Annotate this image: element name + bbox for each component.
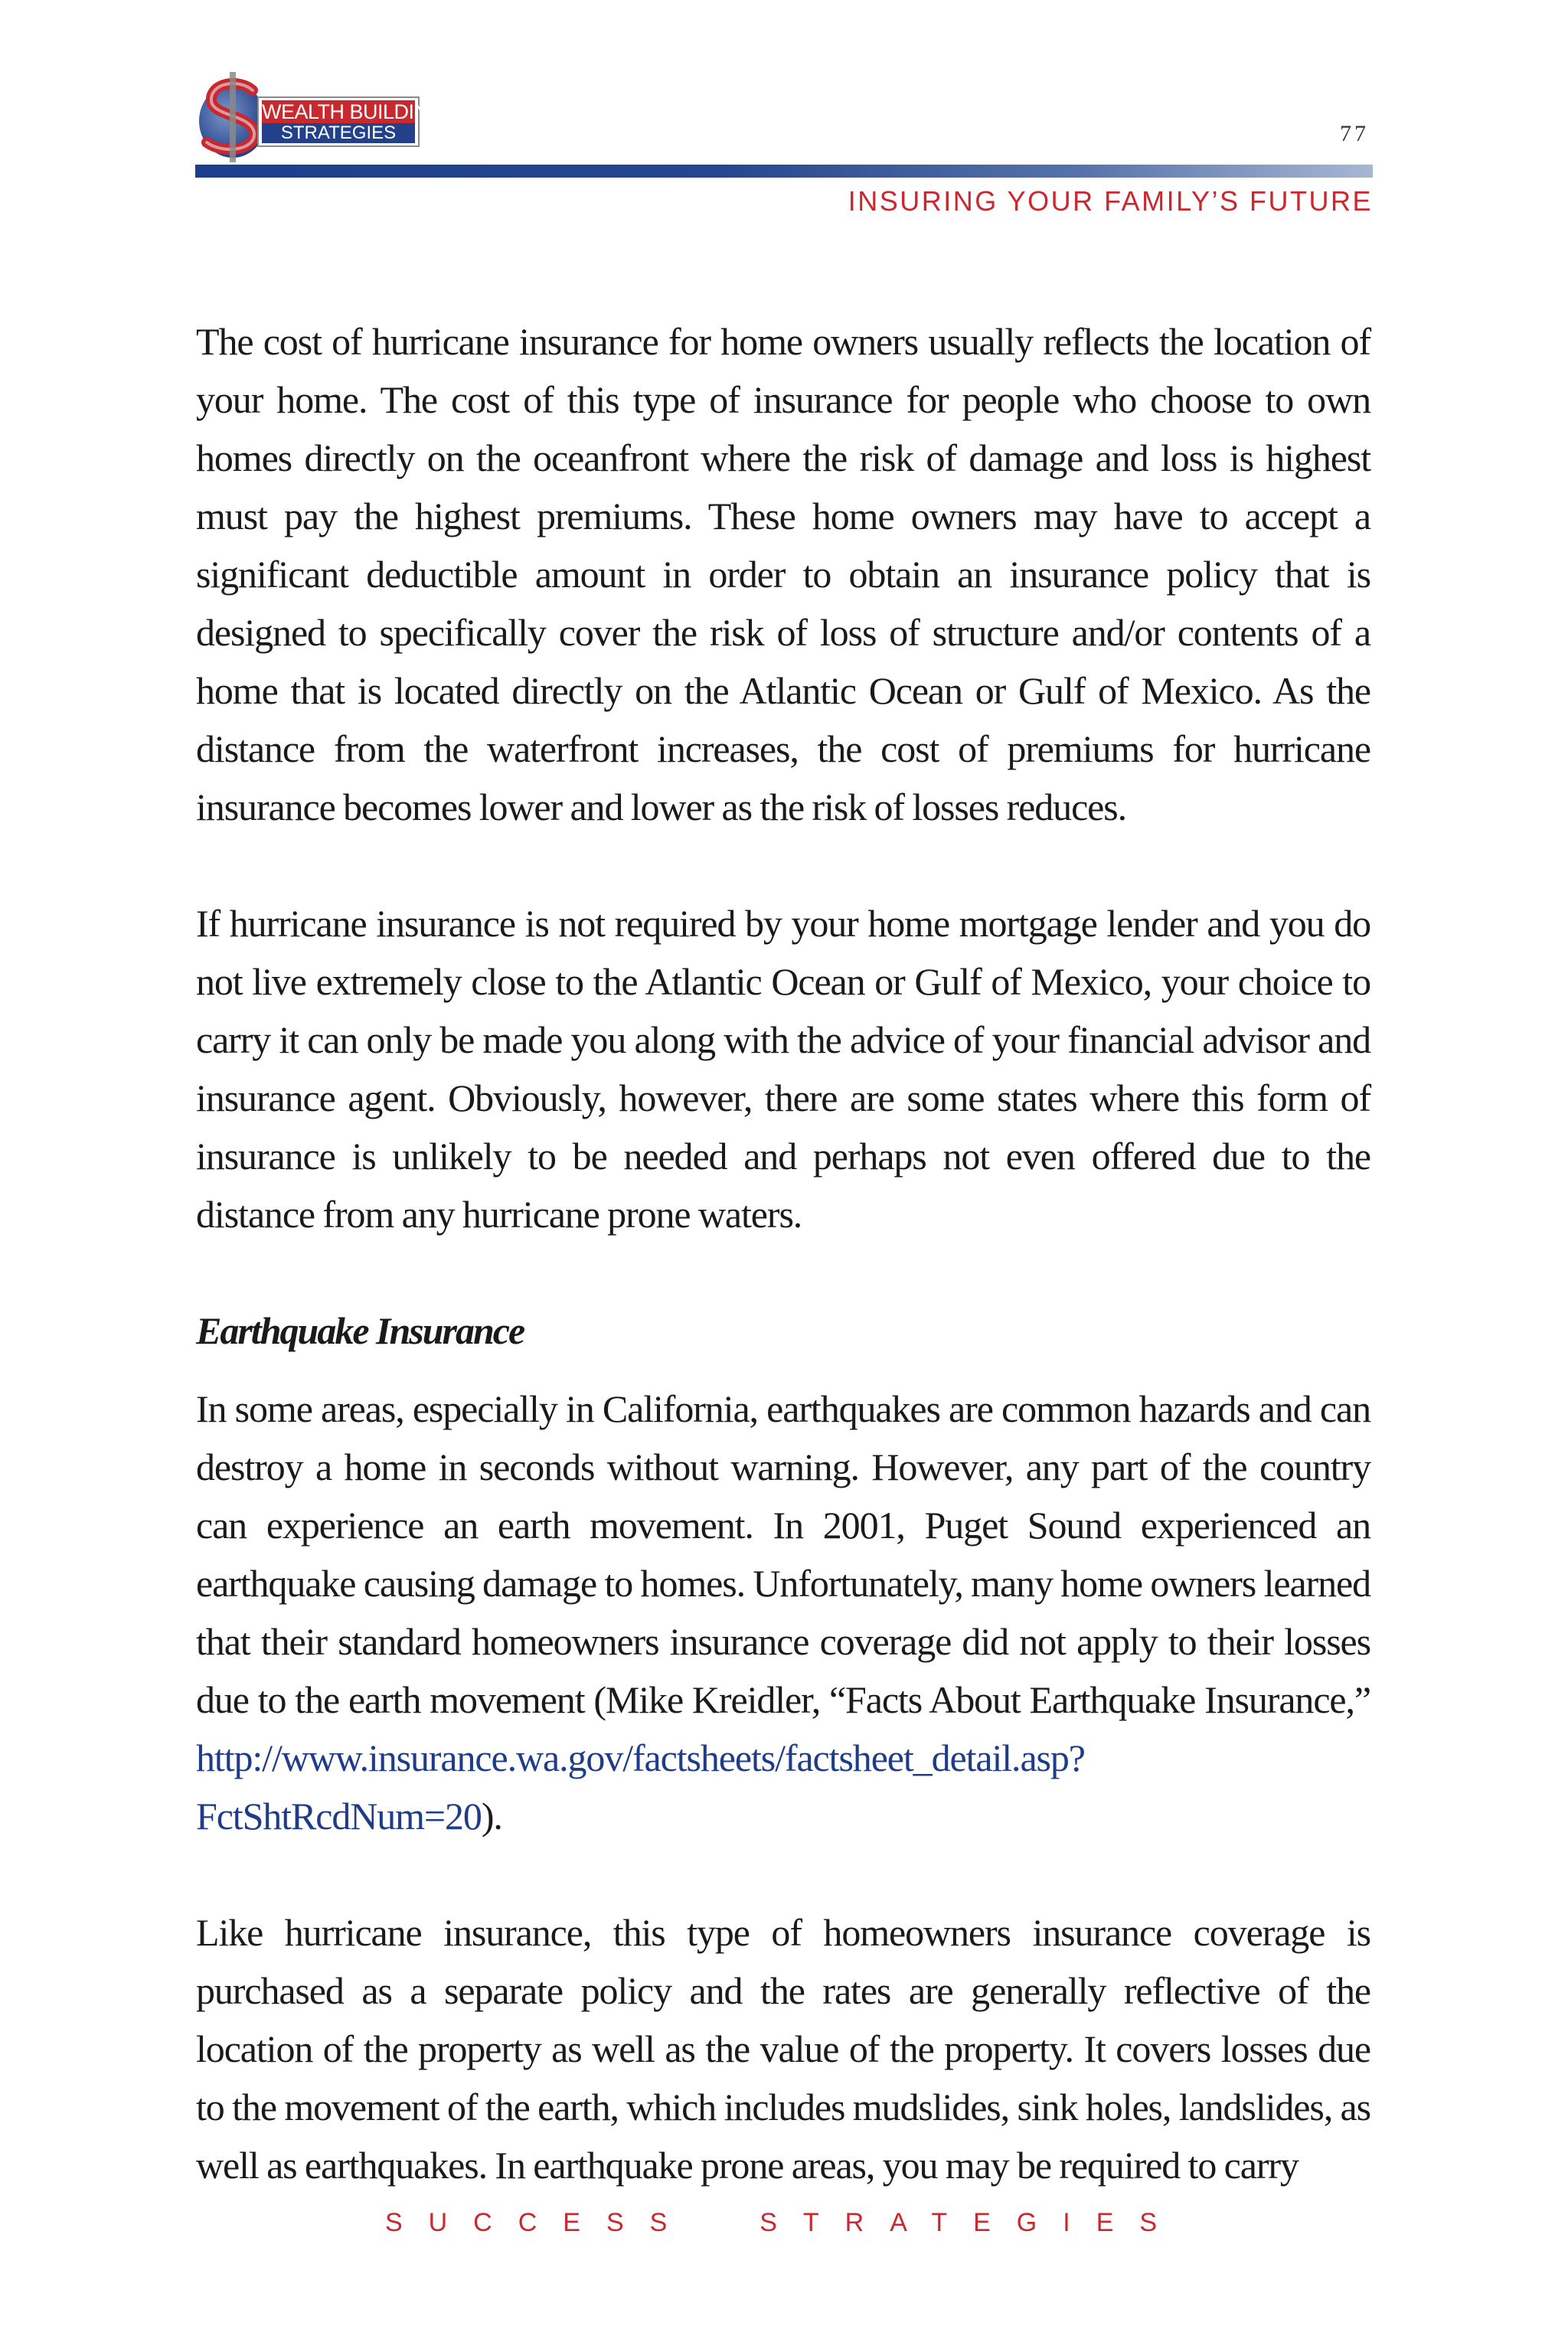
logo-line1: WEALTH BUILDING	[262, 100, 445, 123]
section-title: INSURING YOUR FAMILY’S FUTURE	[848, 185, 1373, 217]
paragraph-hurricane-choice: If hurricane insurance is not required by your home mortgage lender and you do not live extremely close to the Atlantic Ocean or Gulf of Mexico, your choice to carry it can only be made you along with the advice of your financial advisor and insurance agent. Obviously, however, there are some states where this form of insurance is unlikely to be needed and perhaps not even offered due to the distance from any hurricane prone waters.	[196, 902, 1370, 1236]
paragraph-earthquake-coverage: Like hurricane insurance, this type of homeowners insurance coverage is purchased as a separate policy and the rates are generally reflective of the location of the property as well as the value of the property. It covers losses due to the movement of the earth, which includes mudslides, sink holes, landslides, as well as earthquakes. In earthquake prone areas, you may be required to carry	[196, 1911, 1370, 2187]
page-content	[196, 312, 1370, 2194]
header-rule	[195, 165, 1373, 178]
footer-tagline: SUCCESS STRATEGIES	[384, 2208, 1184, 2237]
paragraph-earthquake-text: In some areas, especially in California, earthquakes are common hazards and can destroy a home in seconds without warning. However, any part of the country can experience an earth movement. In 2001, Puget Sound experienced an earthquake causing damage to homes. Unfortunately, many home owners learned that their standard homeowners insurance coverage did not apply to their losses due to the earth movement (Mike Kreidler, “Facts About Earthquake Insurance,”	[196, 1387, 1370, 1721]
paragraph-earthquake-intro	[196, 1380, 1370, 1845]
paragraph-earthquake-end: ).	[481, 1795, 502, 1838]
logo	[193, 67, 445, 167]
page-number: 77	[1340, 121, 1369, 146]
logo-line2: STRATEGIES	[262, 123, 415, 143]
source-link[interactable]: http://www.insurance.wa.gov/factsheets/factsheet_detail.asp?FctShtRcdNum=20	[196, 1736, 1085, 1838]
heading-earthquake-insurance: Earthquake Insurance	[196, 1309, 524, 1352]
logo-badge	[257, 96, 445, 147]
paragraph-hurricane-cost: The cost of hurricane insurance for home owners usually reflects the location of your home. The cost of this type of insurance for people who choose to own homes directly on the oceanfront where the risk of damage and loss is highest must pay the highest premiums. These home owners may have to accept a significant deductible amount in order to obtain an insurance policy that is designed to specifically cover the risk of loss of structure and/or contents of a home that is located directly on the Atlantic Ocean or Gulf of Mexico. As the distance from the waterfront increases, the cost of premiums for hurricane insurance becomes lower and lower as the risk of losses reduces.	[196, 320, 1370, 828]
